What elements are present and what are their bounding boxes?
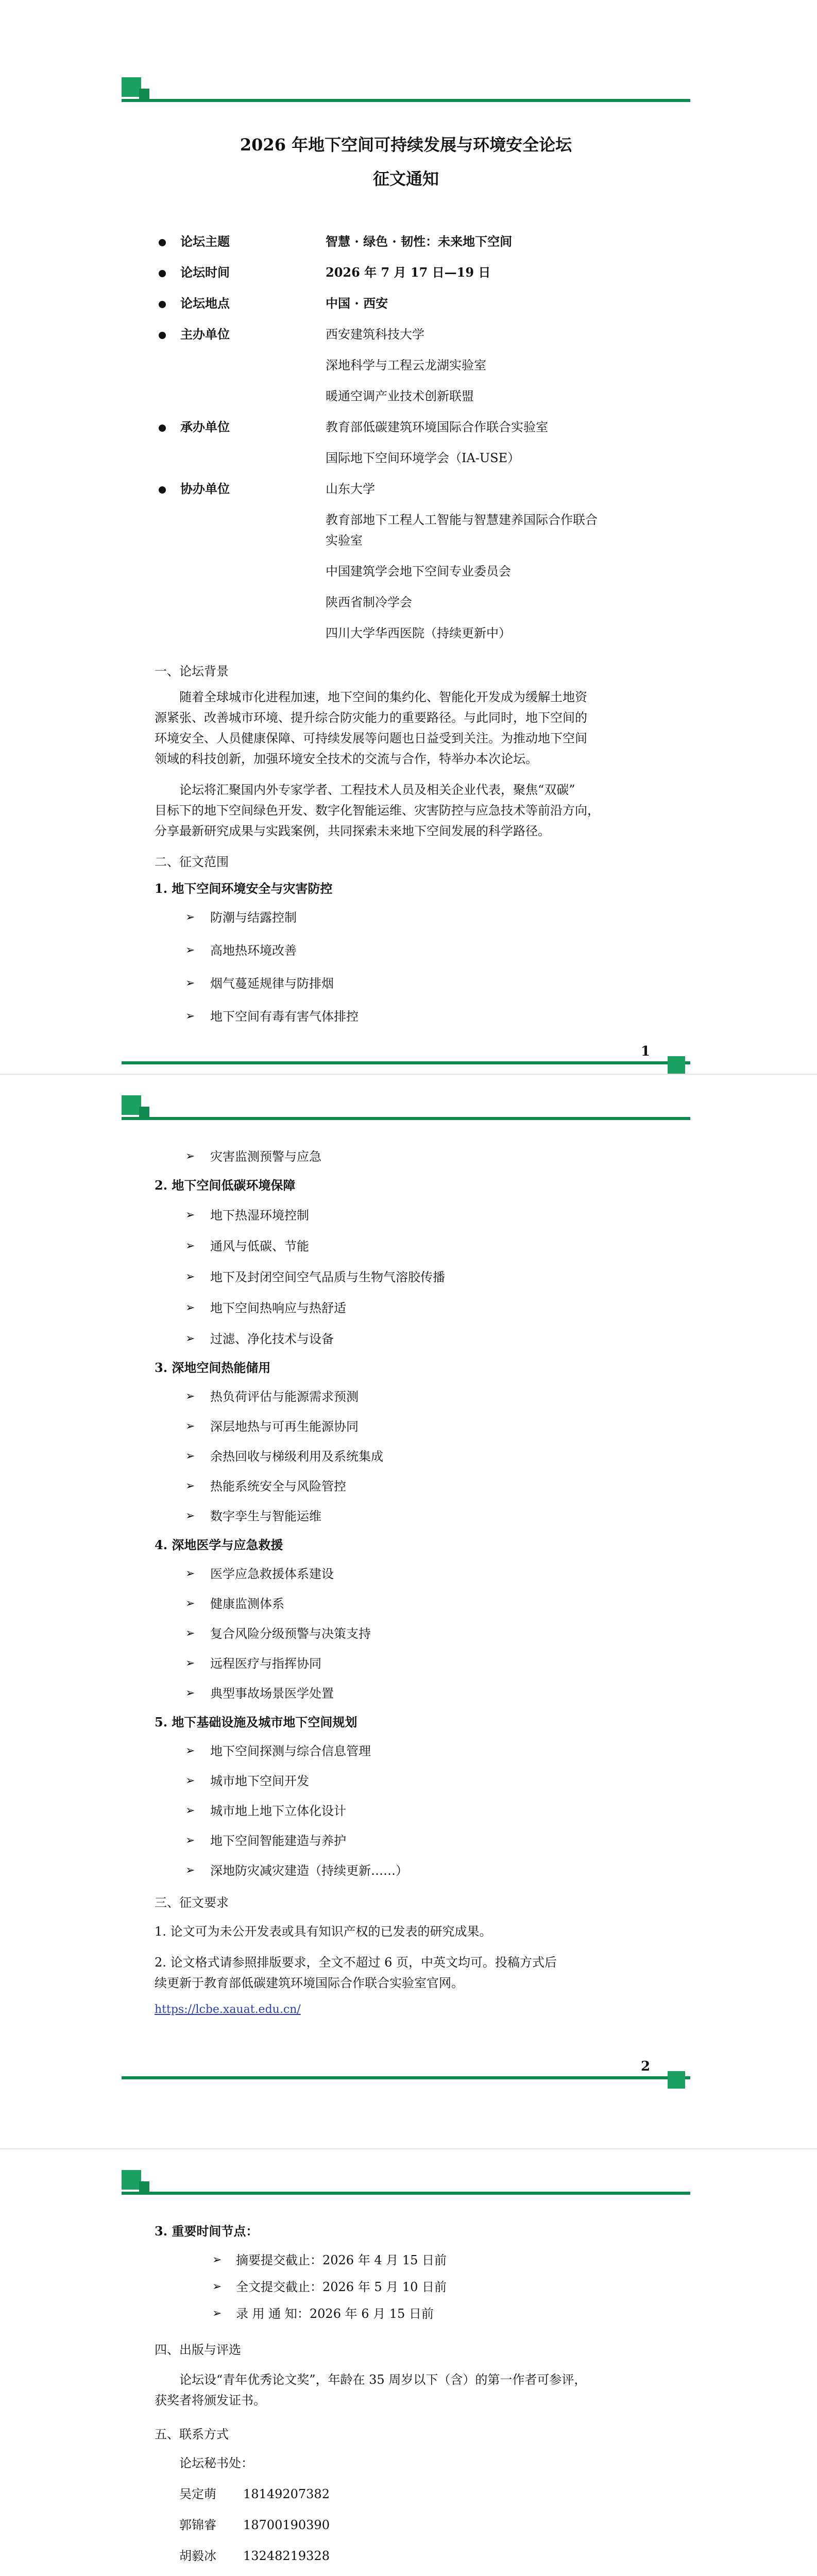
arrow-bullet-icon: ➢: [185, 1864, 195, 1877]
topic-item: 深层地热与可再生能源协同: [210, 1419, 359, 1434]
arrow-bullet-icon: ➢: [185, 1510, 195, 1522]
body-text: 论坛将汇聚国内外专家学者、工程技术人员及相关企业代表，聚焦“双碳”: [179, 783, 575, 797]
contact-name: 胡毅冰: [179, 2549, 216, 2563]
footer-decoration: [122, 1043, 690, 1074]
info-label: 论坛地点: [180, 296, 230, 311]
body-text: 1. 论文可为未公开发表或具有知识产权的已发表的研究成果。: [155, 1924, 492, 1939]
topic-item: 热负荷评估与能源需求预测: [210, 1389, 359, 1404]
arrow-bullet-icon: ➢: [185, 1420, 195, 1433]
arrow-bullet-icon: ➢: [185, 911, 195, 924]
arrow-bullet-icon: ➢: [212, 2280, 222, 2293]
contact-name: 吴定萌: [179, 2487, 216, 2501]
topic-item: 数字孪生与智能运维: [210, 1509, 321, 1523]
topic-item: 防潮与结露控制: [210, 910, 297, 925]
arrow-bullet-icon: ➢: [185, 1744, 195, 1757]
arrow-bullet-icon: ➢: [185, 977, 195, 990]
topic-item: 过滤、净化技术与设备: [210, 1332, 334, 1346]
arrow-bullet-icon: ➢: [212, 2307, 222, 2320]
topic-item: 地下空间热响应与热舒适: [210, 1301, 346, 1315]
info-value: 国际地下空间环境学会（IA-USE）: [326, 451, 520, 465]
topic-item: 医学应急救援体系建设: [210, 1567, 334, 1581]
topic-item: 远程医疗与指挥协同: [210, 1656, 321, 1671]
topic-item: 典型事故场景医学处置: [210, 1686, 334, 1701]
body-text: 获奖者将颁发证书。: [155, 2393, 266, 2408]
header-decoration: [122, 77, 690, 108]
info-value: 山东大学: [326, 482, 375, 496]
body-text: 领域的科技创新，加强环境安全技术的交流与合作，特举办本次论坛。: [155, 752, 538, 766]
body-text: 源紧张、改善城市环境、提升综合防灾能力的重要路径。与此同时，地下空间的: [155, 710, 587, 725]
date-item: 摘要提交截止：2026 年 4 月 15 日前: [236, 2253, 447, 2267]
section-heading: 五、联系方式: [155, 2427, 229, 2442]
arrow-bullet-icon: ➢: [185, 1150, 195, 1163]
info-value: 2026 年 7 月 17 日—19 日: [326, 265, 491, 280]
date-item: 全文提交截止：2026 年 5 月 10 日前: [236, 2280, 447, 2294]
body-text: 目标下的地下空间绿色开发、数字化智能运维、灾害防控与应急技术等前沿方向，: [155, 803, 600, 818]
doc-subtitle: 征文通知: [372, 169, 439, 189]
page-2: [0, 1075, 817, 2148]
footer-decoration: [122, 2058, 690, 2089]
info-value: 西安建筑科技大学: [326, 327, 424, 342]
arrow-bullet-icon: ➢: [185, 1301, 195, 1314]
arrow-bullet-icon: ➢: [185, 1209, 195, 1222]
topic-item: 高地热环境改善: [210, 943, 297, 958]
body-text: 环境安全、人员健康保障、可持续发展等问题也日益受到关注。为推动地下空间: [155, 731, 587, 745]
topic-item: 城市地下空间开发: [210, 1774, 309, 1788]
topic-item: 健康监测体系: [210, 1597, 284, 1611]
header-decoration: [122, 2170, 690, 2201]
bullet-icon: [159, 425, 166, 432]
body-text: 2. 论文格式请参照排版要求，全文不超过 6 页，中英文均可。投稿方式后: [155, 1955, 557, 1970]
topic-item: 通风与低碳、节能: [210, 1239, 309, 1253]
info-value: 深地科学与工程云龙湖实验室: [326, 358, 486, 372]
info-label: 协办单位: [180, 481, 230, 496]
arrow-bullet-icon: ➢: [185, 1597, 195, 1610]
section-heading: 三、征文要求: [155, 1895, 229, 1910]
topic-item: 地下空间有毒有害气体排控: [210, 1009, 359, 1024]
info-value: 四川大学华西医院（持续更新中）: [326, 626, 511, 640]
info-label: 论坛时间: [180, 265, 230, 280]
topic-item: 烟气蔓延规律与防排烟: [210, 976, 334, 991]
info-value: 陕西省制冷学会: [326, 595, 412, 609]
arrow-bullet-icon: ➢: [185, 1450, 195, 1463]
arrow-bullet-icon: ➢: [185, 1240, 195, 1252]
topic-item: 地下空间探测与综合信息管理: [210, 1744, 371, 1758]
topic-title: 3. 深地空间热能储用: [155, 1360, 271, 1375]
arrow-bullet-icon: ➢: [185, 1657, 195, 1670]
page-number: 1: [641, 1044, 651, 1059]
info-value: 暖通空调产业技术创新联盟: [326, 389, 474, 403]
arrow-bullet-icon: ➢: [185, 1834, 195, 1847]
bullet-icon: [159, 301, 166, 308]
contact-name: 郭锦睿: [179, 2518, 216, 2532]
arrow-bullet-icon: ➢: [185, 1627, 195, 1640]
contact-phone: 18149207382: [243, 2487, 330, 2501]
bullet-icon: [159, 332, 166, 339]
doc-title: 2026 年地下空间可持续发展与环境安全论坛: [240, 135, 572, 155]
arrow-bullet-icon: ➢: [185, 1390, 195, 1403]
bullet-icon: [159, 270, 166, 277]
topic-item: 复合风险分级预警与决策支持: [210, 1626, 371, 1641]
topic-item: 深地防灾减灾建造（持续更新……）: [210, 1863, 408, 1878]
arrow-bullet-icon: ➢: [185, 1567, 195, 1580]
body-text: 分享最新研究成果与实践案例，共同探索未来地下空间发展的科学路径。: [155, 824, 550, 838]
arrow-bullet-icon: ➢: [185, 1270, 195, 1283]
topic-item: 地下及封闭空间空气品质与生物气溶胶传播: [210, 1270, 445, 1284]
arrow-bullet-icon: ➢: [185, 1804, 195, 1817]
section-heading: 二、征文范围: [155, 855, 229, 869]
info-label: 论坛主题: [180, 234, 230, 249]
topic-item: 灾害监测预警与应急: [210, 1149, 321, 1164]
page-1: [0, 0, 817, 1074]
bullet-icon: [159, 239, 166, 246]
arrow-bullet-icon: ➢: [185, 1774, 195, 1787]
topic-item: 余热回收与梯级利用及系统集成: [210, 1449, 383, 1464]
topic-item: 地下空间智能建造与养护: [210, 1834, 346, 1848]
topic-item: 城市地上地下立体化设计: [210, 1804, 346, 1818]
arrow-bullet-icon: ➢: [185, 1480, 195, 1493]
info-value: 教育部低碳建筑环境国际合作联合实验室: [326, 420, 548, 434]
arrow-bullet-icon: ➢: [185, 1332, 195, 1345]
info-value: 智慧 · 绿色 · 韧性：未来地下空间: [326, 234, 513, 249]
info-value: 中国 · 西安: [326, 296, 388, 311]
contact-phone: 13248219328: [243, 2549, 330, 2563]
secretary-label: 论坛秘书处：: [179, 2456, 253, 2470]
info-label: 承办单位: [180, 419, 230, 434]
topic-title: 1. 地下空间环境安全与灾害防控: [155, 881, 333, 896]
page-number: 2: [641, 2059, 651, 2074]
section-heading: 一、论坛背景: [155, 664, 229, 679]
body-text: 论坛设“青年优秀论文奖”，年龄在 35 周岁以下（含）的第一作者可参评，: [179, 2372, 587, 2387]
info-value: 教育部地下工程人工智能与智慧建养国际合作联合: [326, 513, 598, 527]
page-3: [0, 2149, 817, 2576]
section-heading: 四、出版与评选: [155, 2343, 241, 2357]
arrow-bullet-icon: ➢: [185, 1010, 195, 1023]
arrow-bullet-icon: ➢: [185, 1687, 195, 1700]
topic-item: 地下热湿环境控制: [210, 1208, 309, 1223]
topic-title: 5. 地下基础设施及城市地下空间规划: [155, 1715, 358, 1730]
info-value: 中国建筑学会地下空间专业委员会: [326, 564, 511, 579]
bullet-icon: [159, 486, 166, 494]
dates-heading: 3. 重要时间节点：: [155, 2224, 259, 2239]
body-text: 随着全球城市化进程加速，地下空间的集约化、智能化开发成为缓解土地资: [179, 690, 587, 704]
arrow-bullet-icon: ➢: [185, 944, 195, 957]
website-link[interactable]: https://lcbe.xauat.edu.cn/: [155, 2003, 301, 2016]
body-text: 续更新于教育部低碳建筑环境国际合作联合实验室官网。: [155, 1976, 464, 1990]
header-decoration: [122, 1095, 690, 1126]
arrow-bullet-icon: ➢: [212, 2253, 222, 2266]
info-label: 主办单位: [180, 327, 230, 342]
topic-title: 4. 深地医学与应急救援: [155, 1537, 283, 1552]
info-value: 实验室: [326, 533, 363, 548]
topic-title: 2. 地下空间低碳环境保障: [155, 1178, 296, 1193]
contact-phone: 18700190390: [243, 2518, 330, 2532]
date-item: 录 用 通 知：2026 年 6 月 15 日前: [236, 2307, 434, 2321]
topic-item: 热能系统安全与风险管控: [210, 1479, 346, 1494]
